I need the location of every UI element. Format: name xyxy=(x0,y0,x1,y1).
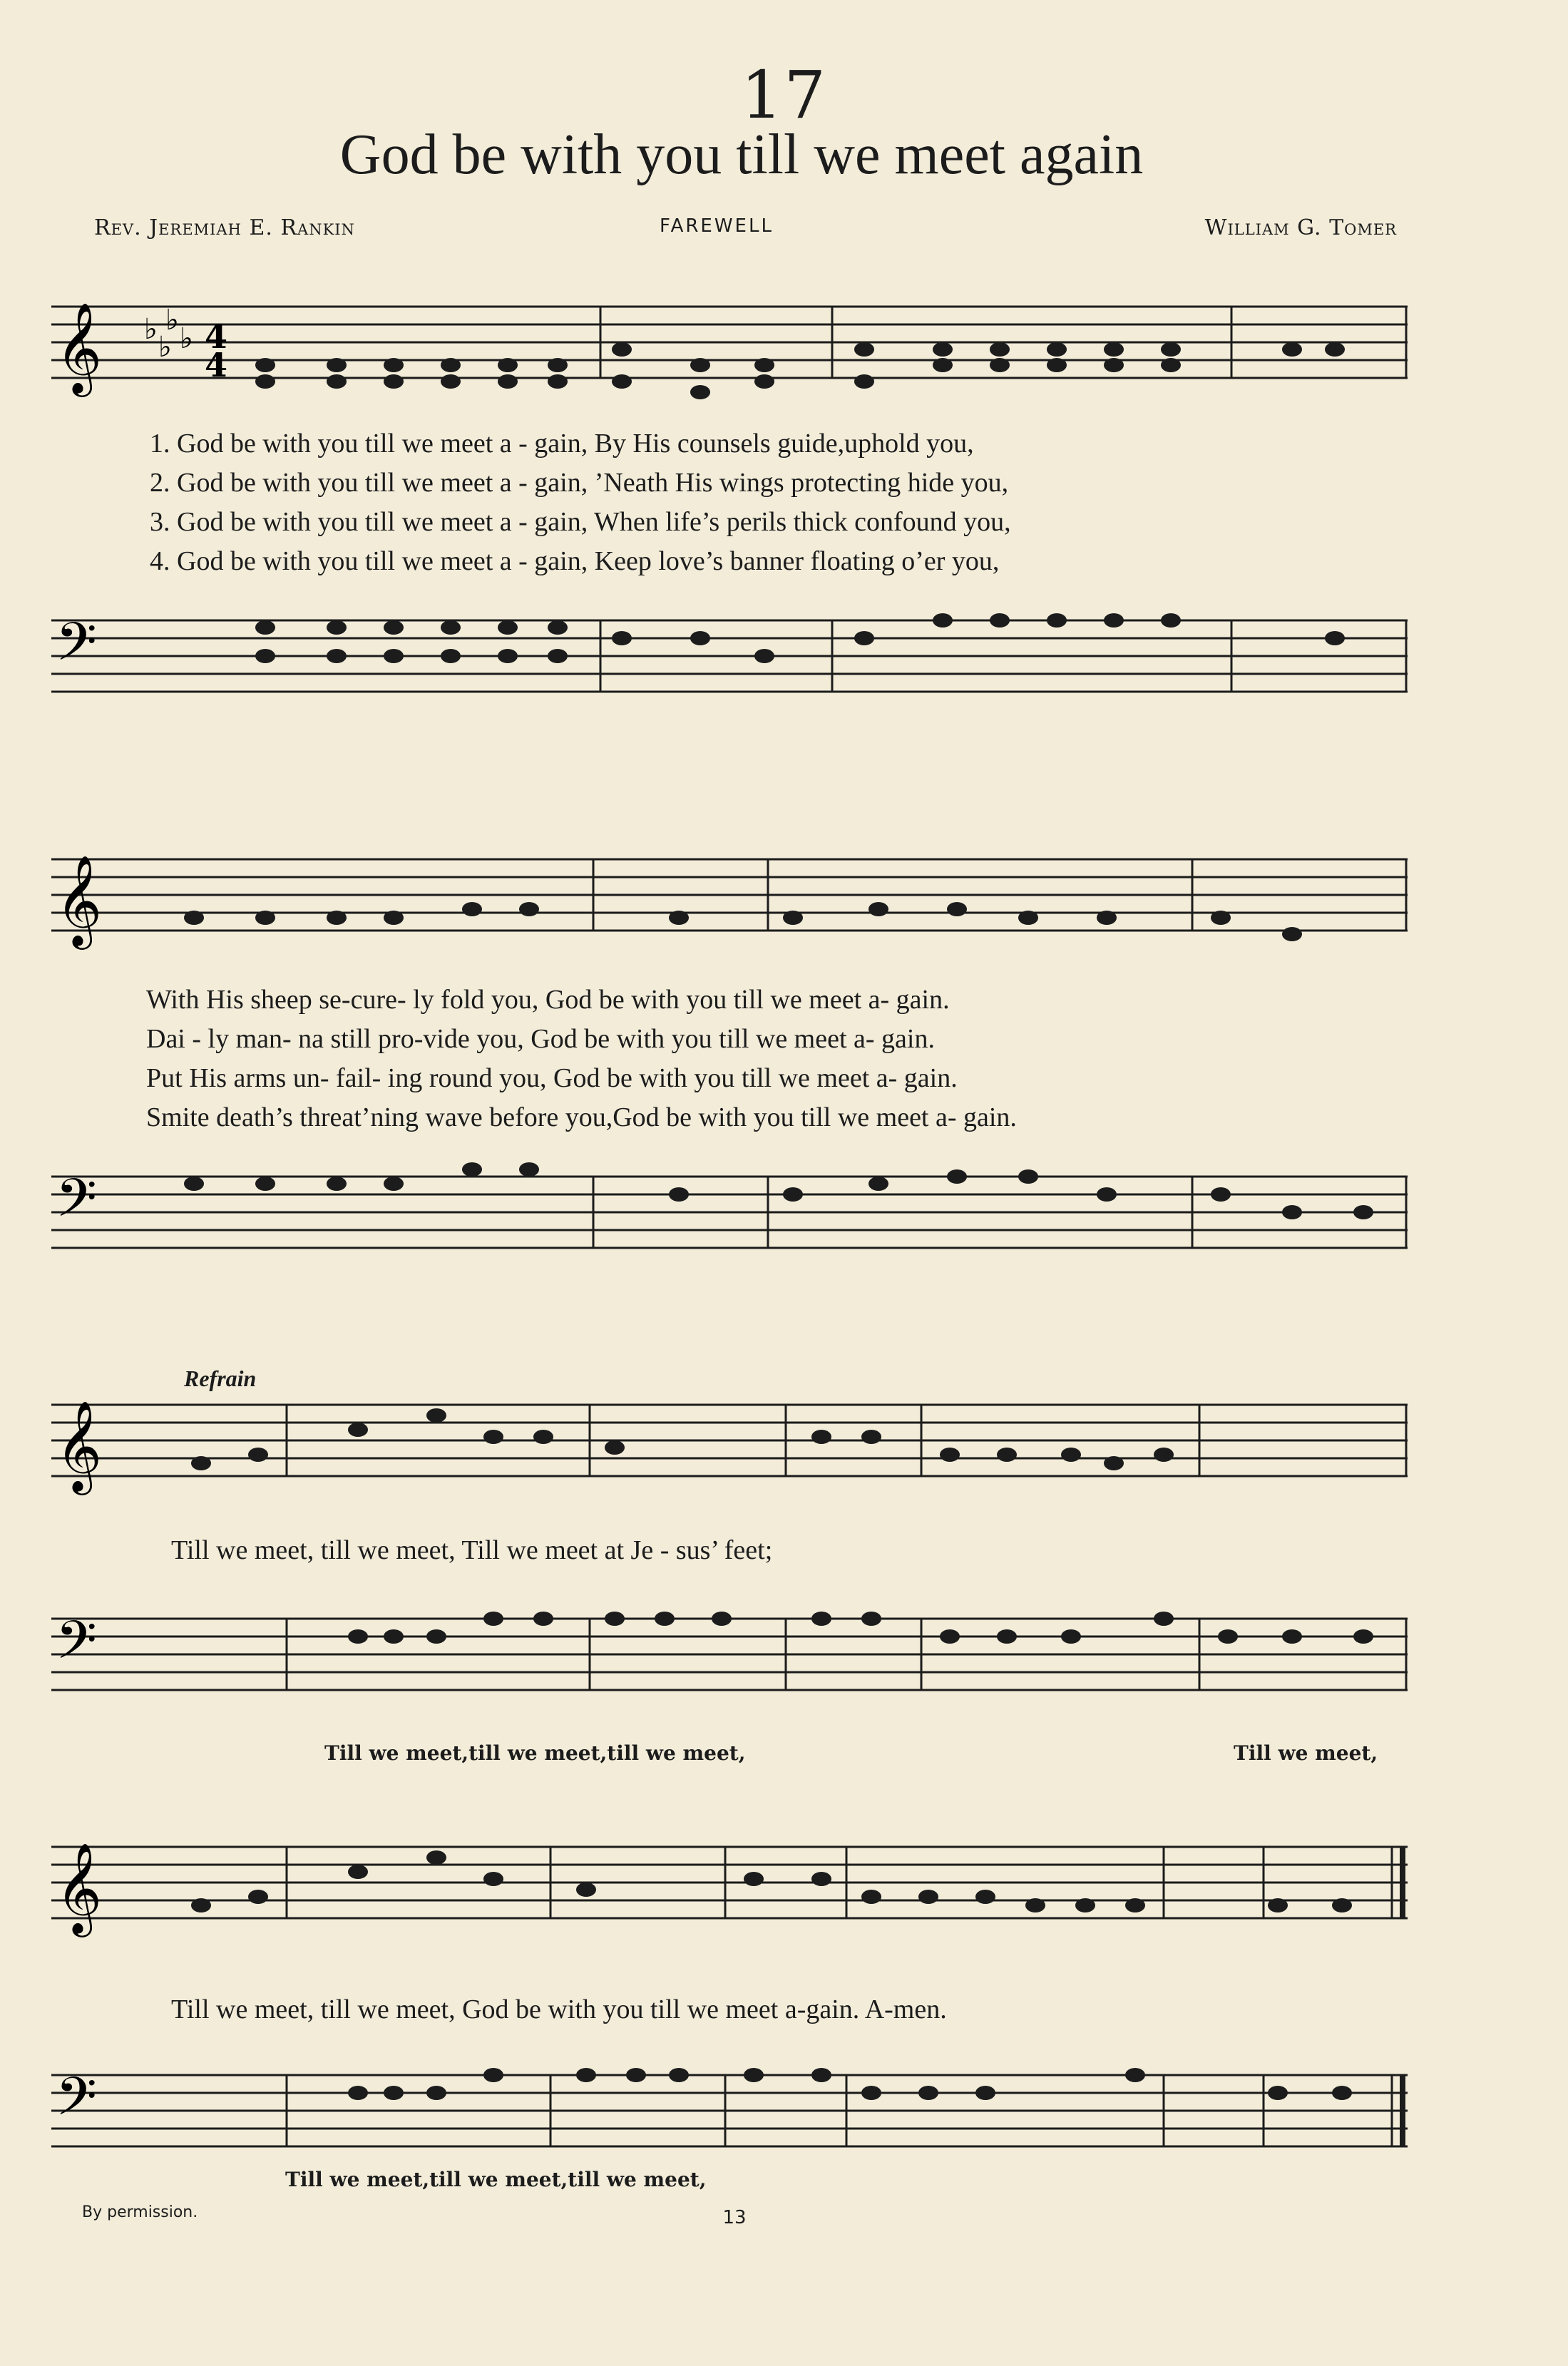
bass-clef-icon: 𝄢 xyxy=(56,611,97,686)
svg-text:𝄞: 𝄞 xyxy=(56,1400,103,1491)
permission-note: By permission. xyxy=(82,2203,198,2221)
svg-text:𝄢: 𝄢 xyxy=(56,2066,97,2141)
page-number: 13 xyxy=(722,2207,747,2228)
treble-staff-system-2 xyxy=(51,838,1408,973)
verse-line-1a: 1. God be with you till we meet a - gain, By His counsels guide,uphold you, xyxy=(150,429,974,459)
lyricist-credit: Rev. Jeremiah E. Rankin xyxy=(94,215,355,240)
verse-line-1b: With His sheep se-cure- ly fold you, God be with you till we meet a- gain. xyxy=(146,985,950,1015)
tune-name: FAREWELL xyxy=(660,215,774,237)
bass-staff-system-2 xyxy=(51,1148,1408,1291)
hymn-title: God be with you till we meet again xyxy=(339,123,1144,186)
svg-text:𝄞: 𝄞 xyxy=(56,854,103,946)
svg-text:4: 4 xyxy=(205,317,228,356)
refrain-bass-lyric-1: Till we meet,till we meet,till we meet, xyxy=(324,1741,746,1765)
treble-staff-system-1 xyxy=(51,285,1408,421)
refrain-bass-lyric-2: Till we meet,till we meet,till we meet, xyxy=(285,2168,707,2191)
bass-staff-refrain-1 xyxy=(51,1576,1408,1719)
verse-line-2b: Dai - ly man- na still pro-vide you, God be with you till we meet a- gain. xyxy=(146,1024,935,1054)
svg-text:♭: ♭ xyxy=(144,313,158,346)
verse-line-4b: Smite death’s threat’ning wave before you,God be with you till we meet a- gain. xyxy=(146,1102,1017,1132)
note-heads xyxy=(255,342,1345,399)
refrain-lyric-line-1: Till we meet, till we meet, Till we meet at Je - sus’ feet; xyxy=(171,1535,773,1565)
treble-staff-refrain-1 xyxy=(51,1383,1408,1519)
verse-line-2a: 2. God be with you till we meet a - gain, ’Neath His wings protecting hide you, xyxy=(150,468,1009,498)
treble-staff-refrain-2 xyxy=(51,1825,1408,1961)
refrain-bass-lyric-1-end: Till we meet, xyxy=(1234,1741,1378,1765)
refrain-lyric-line-2: Till we meet, till we meet, God be with you till we meet a-gain. A-men. xyxy=(171,1994,947,2024)
verse-line-3b: Put His arms un- fail- ing round you, God be with you till we meet a- gain. xyxy=(146,1063,958,1093)
bass-staff-system-1 xyxy=(51,592,1408,727)
svg-text:𝄢: 𝄢 xyxy=(56,1609,97,1684)
treble-staff-lines xyxy=(51,285,1408,421)
verse-line-3a: 3. God be with you till we meet a - gain, When life’s perils thick confound you, xyxy=(150,507,1011,537)
composer-credit: William G. Tomer xyxy=(1204,215,1397,240)
hymn-number: 17 xyxy=(740,57,828,133)
treble-clef-icon: 𝄞 xyxy=(56,302,103,393)
svg-text:♭: ♭ xyxy=(165,304,179,337)
svg-text:♭: ♭ xyxy=(158,331,172,364)
svg-text:♭: ♭ xyxy=(180,322,193,355)
svg-text:𝄞: 𝄞 xyxy=(56,1842,103,1933)
refrain-label: Refrain xyxy=(184,1366,257,1391)
svg-text:4: 4 xyxy=(205,346,228,384)
verse-line-4a: 4. God be with you till we meet a - gain, Keep love’s banner floating o’er you, xyxy=(150,546,1000,576)
svg-text:𝄢: 𝄢 xyxy=(56,1167,97,1242)
bass-staff-refrain-2 xyxy=(51,2036,1408,2178)
